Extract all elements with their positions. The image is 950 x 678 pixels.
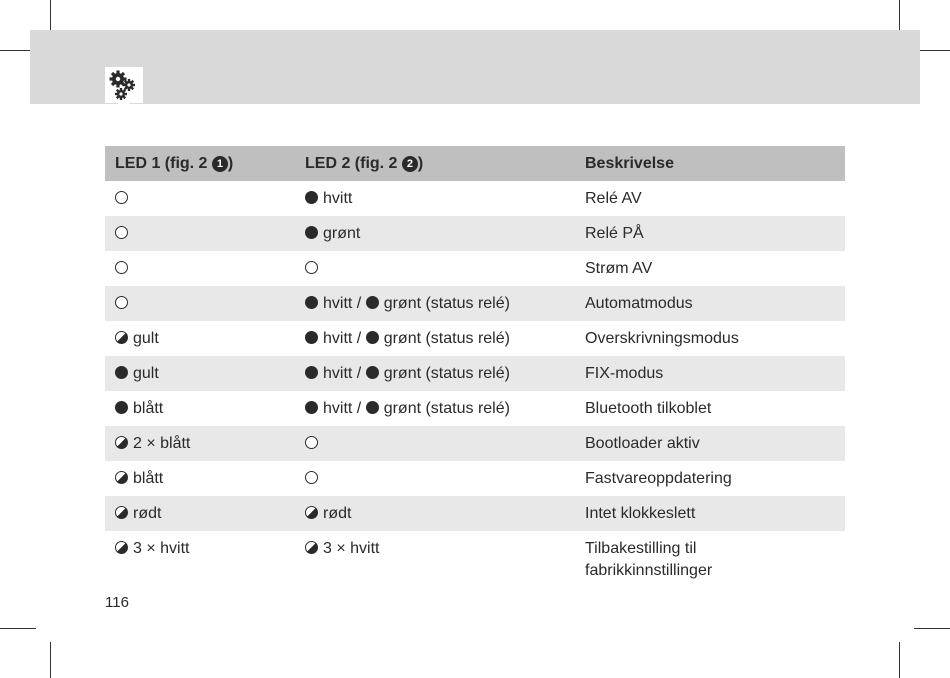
crop-mark: [914, 628, 950, 629]
led-blinking-icon: [115, 436, 128, 449]
led2-cell: 3 × hvitt: [295, 531, 575, 582]
table-row: [105, 321, 845, 356]
led1-cell: [105, 286, 295, 321]
led-on-icon: [305, 296, 318, 309]
led-on-icon: [115, 401, 128, 414]
led2-cell: grønt: [295, 216, 575, 251]
description-cell: Bluetooth tilkoblet: [585, 399, 712, 417]
led-on-icon: [115, 366, 128, 379]
led2-cell: rødt: [295, 496, 575, 531]
header-led2: LED 2 (fig. 2 2 ): [295, 146, 575, 181]
figure-ref-1-icon: 1: [212, 156, 228, 172]
description-cell: Strøm AV: [585, 259, 653, 277]
description-cell: Intet klokkeslett: [575, 496, 845, 531]
description-cell: Tilbakestilling til fabrikkinnstillinger: [585, 540, 713, 579]
led-on-icon: [366, 331, 379, 344]
gear-box-pointer: [118, 103, 130, 112]
led-status-table: [105, 146, 845, 582]
led-off-icon: [115, 226, 128, 239]
table-row: [105, 391, 845, 426]
led1-cell: gult: [105, 321, 295, 356]
led-blinking-icon: [115, 541, 128, 554]
led1-cell: rødt: [105, 496, 295, 531]
led1-cell: 3 × hvitt: [105, 531, 295, 582]
led1-cell: [105, 216, 295, 251]
led2-cell: hvitt: [295, 181, 575, 216]
led-blinking-icon: [305, 541, 318, 554]
led1-cell: blått: [105, 391, 295, 426]
led-blinking-icon: [115, 506, 128, 519]
led-on-icon: [366, 401, 379, 414]
led2-cell: hvitt / grønt (status relé): [295, 391, 575, 426]
crop-mark: [899, 642, 900, 678]
led-off-icon: [115, 296, 128, 309]
led-blinking-icon: [115, 471, 128, 484]
led-off-icon: [305, 436, 318, 449]
led-on-icon: [366, 296, 379, 309]
led-on-icon: [305, 401, 318, 414]
led-blinking-icon: [305, 506, 318, 519]
led-off-icon: [115, 261, 128, 274]
page-number: 116: [105, 594, 129, 611]
table-row: [105, 286, 845, 321]
crop-mark: [50, 642, 51, 678]
led-on-icon: [366, 366, 379, 379]
led2-cell: hvitt / grønt (status relé): [295, 356, 575, 391]
header-description: Beskrivelse: [575, 146, 845, 181]
description-cell: FIX-modus: [575, 356, 845, 391]
crop-mark: [0, 628, 36, 629]
table-row: [105, 251, 845, 286]
led-off-icon: [305, 261, 318, 274]
table-row: [105, 426, 845, 461]
description-cell: Automatmodus: [575, 286, 845, 321]
table-row: [105, 356, 845, 391]
gears-icon-box: [105, 67, 143, 103]
led2-cell: [295, 251, 575, 286]
led2-cell: [295, 426, 575, 461]
description-cell: Relé PÅ: [575, 216, 845, 251]
led1-cell: [105, 251, 295, 286]
table-row: [105, 531, 845, 582]
led-on-icon: [305, 226, 318, 239]
table-row: [105, 181, 845, 216]
description-cell: Relé AV: [585, 189, 642, 207]
led-off-icon: [305, 471, 318, 484]
table-header-row: [105, 146, 845, 181]
description-cell: Overskrivningsmodus: [585, 329, 739, 347]
header-led1: LED 1 (fig. 2 1 ): [105, 146, 295, 181]
table-row: [105, 496, 845, 531]
led1-cell: 2 × blått: [105, 426, 295, 461]
figure-ref-2-icon: 2: [402, 156, 418, 172]
led2-cell: hvitt / grønt (status relé): [295, 321, 575, 356]
table-row: [105, 461, 845, 496]
led1-cell: [105, 181, 295, 216]
led-off-icon: [115, 191, 128, 204]
table-row: [105, 216, 845, 251]
led-on-icon: [305, 191, 318, 204]
gears-icon: [105, 67, 143, 103]
led2-cell: [295, 461, 575, 496]
led-blinking-icon: [115, 331, 128, 344]
led2-cell: hvitt / grønt (status relé): [295, 286, 575, 321]
led1-cell: blått: [105, 461, 295, 496]
led-on-icon: [305, 366, 318, 379]
led1-cell: gult: [105, 356, 295, 391]
led-on-icon: [305, 331, 318, 344]
header-band: [30, 30, 920, 104]
description-cell: Fastvareoppdatering: [585, 469, 732, 487]
description-cell: Bootloader aktiv: [575, 426, 845, 461]
